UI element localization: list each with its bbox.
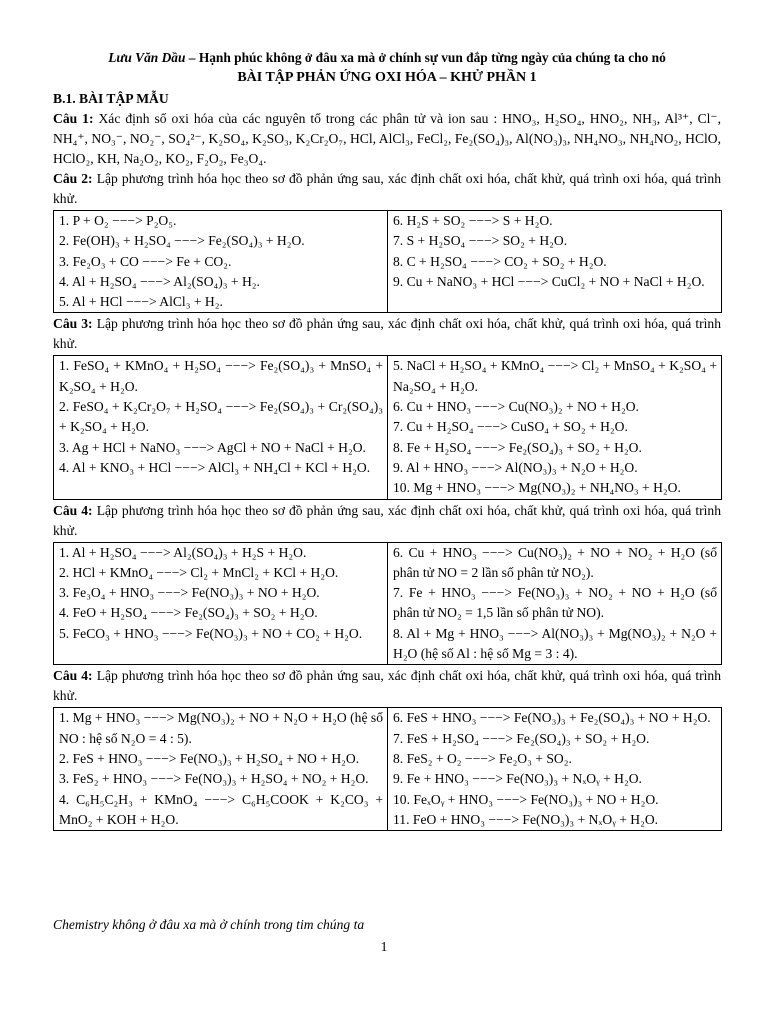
section-heading: B.1. BÀI TẬP MẪU [53, 91, 169, 106]
equation: 2. Fe(OH)₃ + H₂SO₄ −−−> Fe₂(SO₄)₃ + H₂O. [59, 233, 305, 249]
equation: 4. Al + H₂SO₄ −−−> Al₂(SO₄)₃ + H₂. [59, 273, 260, 289]
question-text: Lập phương trình hóa học theo sơ đồ phản ứng sau, xác định chất oxi hóa, chất khử, quá trình oxi hóa, quá trình khử. [53, 668, 721, 704]
question-4b-table [53, 707, 722, 831]
right-column [388, 356, 722, 499]
equation: 8. Al + Mg + HNO₃ −−−> Al(NO₃)₃ + Mg(NO₃)₂ + N₂O + H₂O (hệ số Al : hệ số Mg = 3 : 4). [393, 625, 717, 662]
question-text: Lập phương trình hóa học theo sơ đồ phản ứng sau, xác định chất oxi hóa, chất khử, quá trình oxi hóa, quá trình khử. [53, 502, 721, 538]
document-title: BÀI TẬP PHẢN ỨNG OXI HÓA – KHỬ PHẦN 1 [237, 70, 537, 85]
equation: 11. FeO + HNO₃ −−−> Fe(NO₃)₃ + NₓOᵧ + H₂O. [393, 811, 659, 827]
page-number: 1 [380, 939, 388, 954]
equation: 7. Fe + HNO₃ −−−> Fe(NO₃)₃ + NO₂ + NO + H₂O (số phân tử NO₂ = 1,5 lần số phân tử NO). [393, 585, 717, 621]
equation: 2. HCl + KMnO₄ −−−> Cl₂ + MnCl₂ + KCl + H₂O. [59, 564, 339, 580]
equation: 1. FeSO₄ + KMnO₄ + H₂SO₄ −−−> Fe₂(SO₄)₃ + MnSO₄ + K₂SO₄ + H₂O. [59, 358, 383, 394]
page-footer: Chemistry không ở đâu xa mà ở chính trong tim chúng ta [53, 917, 365, 932]
equation: 5. FeCO₃ + HNO₃ −−−> Fe(NO₃)₃ + NO + CO₂ + H₂O. [59, 625, 363, 641]
equation: 10. Mg + HNO₃ −−−> Mg(NO₃)₂ + NH₄NO₃ + H₂O. [393, 480, 681, 496]
question-text: Lập phương trình hóa học theo sơ đồ phản ứng sau, xác định chất oxi hóa, chất khử, quá trình oxi hóa, quá trình khử. [53, 171, 721, 206]
question-1 [53, 109, 721, 169]
equation: 5. NaCl + H₂SO₄ + KMnO₄ −−−> Cl₂ + MnSO₄ + K₂SO₄ + Na₂SO₄ + H₂O. [393, 358, 717, 394]
author-name: Lưu Văn Dầu [108, 50, 186, 65]
equation: 4. Al + KNO₃ + HCl −−−> AlCl₃ + NH₄Cl + KCl + H₂O. [59, 459, 371, 475]
question-4a [53, 501, 721, 541]
document-page [53, 48, 721, 832]
equation: 9. Al + HNO₃ −−−> Al(NO₃)₃ + N₂O + H₂O. [393, 459, 638, 475]
question-label: Câu 4: [53, 502, 93, 518]
equation: 7. FeS + H₂SO₄ −−−> Fe₂(SO₄)₃ + SO₂ + H₂O. [393, 730, 650, 746]
page-header [53, 48, 721, 68]
equation: 3. FeS₂ + HNO₃ −−−> Fe(NO₃)₃ + H₂SO₄ + NO₂ + H₂O. [59, 771, 369, 787]
question-2 [53, 169, 721, 209]
equation: 8. C + H₂SO₄ −−−> CO₂ + SO₂ + H₂O. [393, 253, 607, 269]
equation: 4. C₆H₅C₂H₃ + KMnO₄ −−−> C₆H₅COOK + K₂CO₃ + MnO₂ + KOH + H₂O. [59, 791, 383, 827]
equation: 6. FeS + HNO₃ −−−> Fe(NO₃)₃ + Fe₂(SO₄)₃ + NO + H₂O. [393, 710, 711, 726]
right-column [388, 708, 722, 831]
equation: 4. FeO + H₂SO₄ −−−> Fe₂(SO₄)₃ + SO₂ + H₂O. [59, 605, 318, 621]
equation: 6. H₂S + SO₂ −−−> S + H₂O. [393, 213, 553, 228]
question-3 [53, 314, 721, 354]
equation: 2. FeS + HNO₃ −−−> Fe(NO₃)₃ + H₂SO₄ + NO + H₂O. [59, 750, 360, 766]
equation: 6. Cu + HNO₃ −−−> Cu(NO₃)₂ + NO + NO₂ + H₂O (số phân tử NO = 2 lần số phân tử NO₂). [393, 544, 717, 580]
equation: 9. Fe + HNO₃ −−−> Fe(NO₃)₃ + NₓOᵧ + H₂O. [393, 771, 642, 787]
equation: 9. Cu + NaNO₃ + HCl −−−> CuCl₂ + NO + NaCl + H₂O. [393, 273, 705, 289]
equation: 2. FeSO₄ + K₂Cr₂O₇ + H₂SO₄ −−−> Fe₂(SO₄)₃ + Cr₂(SO₄)₃ + K₂SO₄ + H₂O. [59, 399, 383, 435]
question-text: Xác định số oxi hóa của các nguyên tố trong các phân tử và ion sau : HNO₃, H₂SO₄, HNO₂, NH₃, Al³⁺, Cl⁻, NH₄⁺, NO₃⁻, NO₂⁻, SO₄²⁻, K₂SO₄, K₂SO₃, K₂Cr₂O₇, HCl, AlCl₃, FeCl₂, Fe₂(SO₄)₃, Al(NO₃)₃, NH₄NO₃, NH₄NO₂, HClO, HClO₂, KH, Na₂O₂, KO₂, F₂O₂, Fe₃O₄. [53, 111, 721, 166]
right-column [388, 542, 722, 665]
left-column [54, 211, 388, 313]
question-3-table [53, 355, 722, 499]
equation: 1. Mg + HNO₃ −−−> Mg(NO₃)₂ + NO + N₂O + H₂O (hệ số NO : hệ số N₂O = 4 : 5). [59, 710, 383, 746]
left-column [54, 542, 388, 665]
left-column [54, 708, 388, 831]
equation: 7. Cu + H₂SO₄ −−−> CuSO₄ + SO₂ + H₂O. [393, 419, 628, 435]
equation: 1. Al + H₂SO₄ −−−> Al₂(SO₄)₃ + H₂S + H₂O. [59, 544, 307, 560]
question-label: Câu 3: [53, 316, 93, 332]
left-column [54, 356, 388, 499]
equation: 3. Ag + HCl + NaNO₃ −−−> AgCl + NO + NaCl + H₂O. [59, 439, 366, 455]
question-label: Câu 1: [53, 111, 94, 126]
equation: 3. Fe₂O₃ + CO −−−> Fe + CO₂. [59, 253, 232, 269]
right-column [388, 211, 722, 313]
question-2-table [53, 210, 722, 313]
question-text: Lập phương trình hóa học theo sơ đồ phản ứng sau, xác định chất oxi hóa, chất khử, quá trình oxi hóa, quá trình khử. [53, 316, 721, 352]
equation: 5. Al + HCl −−−> AlCl₃ + H₂. [59, 294, 223, 310]
equation: 6. Cu + HNO₃ −−−> Cu(NO₃)₂ + NO + H₂O. [393, 399, 639, 415]
equation: 8. Fe + H₂SO₄ −−−> Fe₂(SO₄)₃ + SO₂ + H₂O. [393, 439, 642, 455]
header-motto: – Hạnh phúc không ở đâu xa mà ở chính sự vun đắp từng ngày của chúng ta cho nó [185, 50, 666, 65]
question-4a-table [53, 542, 722, 666]
equation: 3. Fe₃O₄ + HNO₃ −−−> Fe(NO₃)₃ + NO + H₂O. [59, 585, 320, 601]
equation: 8. FeS₂ + O₂ −−−> Fe₂O₃ + SO₂. [393, 750, 572, 766]
question-4b [53, 666, 721, 706]
question-label: Câu 4: [53, 668, 93, 684]
equation: 10. FeₓOᵧ + HNO₃ −−−> Fe(NO₃)₃ + NO + H₂O. [393, 791, 659, 807]
question-label: Câu 2: [53, 171, 93, 186]
equation: 7. S + H₂SO₄ −−−> SO₂ + H₂O. [393, 233, 568, 249]
equation: 1. P + O₂ −−−> P₂O₅. [59, 213, 177, 228]
